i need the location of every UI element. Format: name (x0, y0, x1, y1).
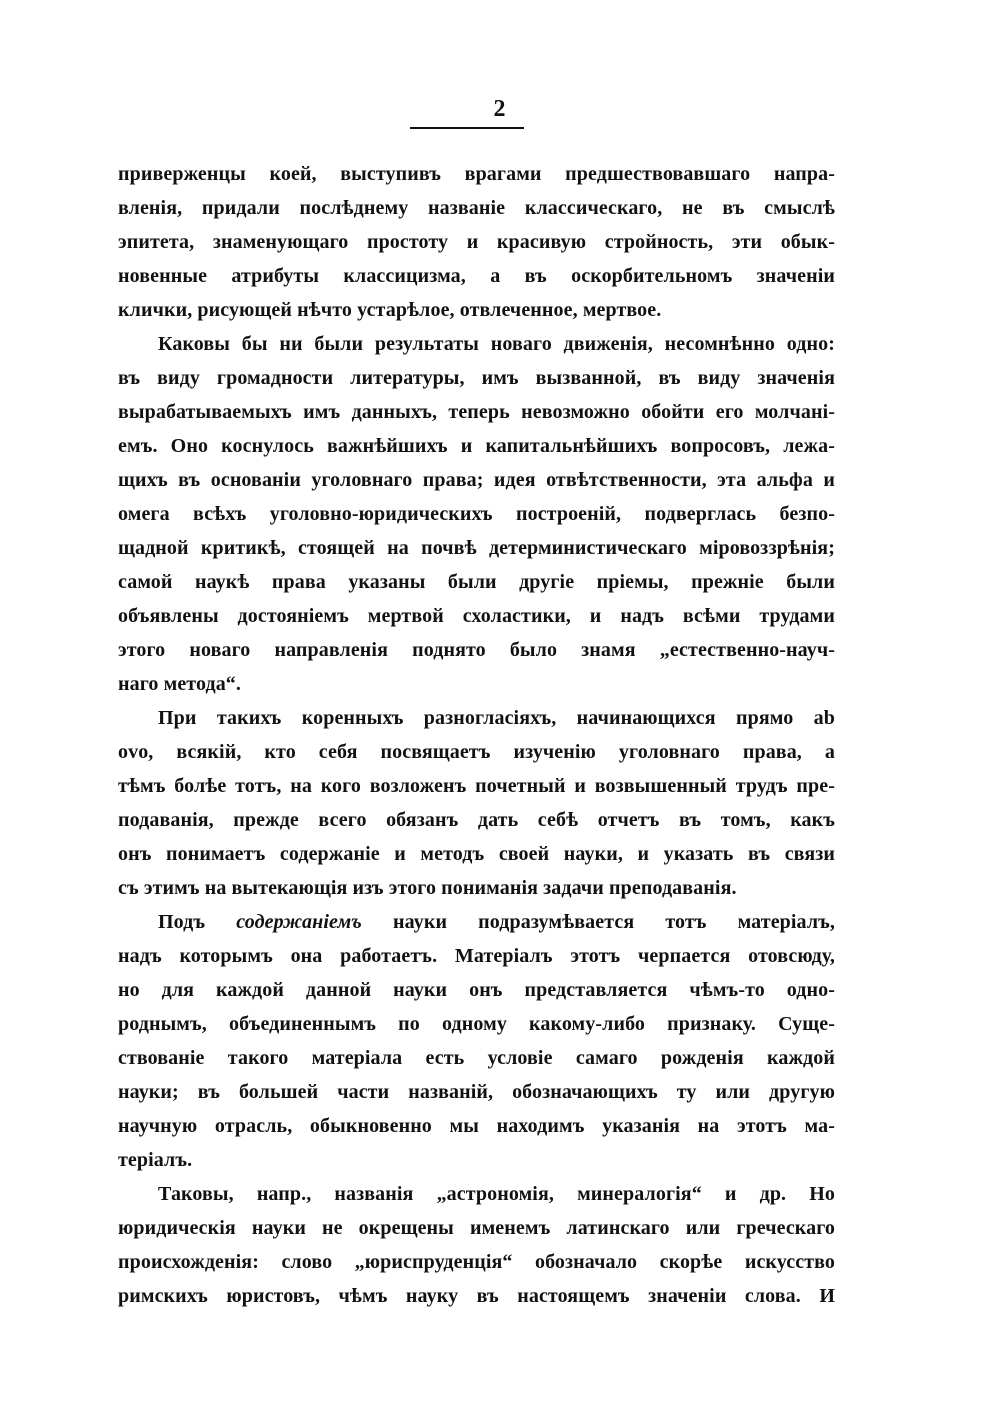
text-line: науки; въ большей части названій, обозначающихъ ту или другую (118, 1081, 835, 1103)
paragraph-4 (118, 905, 835, 1177)
paragraph-1 (118, 157, 835, 327)
paragraph-5 (118, 1177, 835, 1313)
text-line: При такихъ коренныхъ разногласіяхъ, начинающихся прямо ab (158, 707, 835, 729)
text-line: ствованіе такого матеріала есть условіе самаго рожденія каждой (118, 1047, 835, 1069)
text-line: объявлены достояніемъ мертвой схоластики, и надъ всѣми трудами (118, 605, 835, 627)
text-line: наго метода“. (118, 673, 242, 695)
text-line (118, 905, 835, 939)
text-line: омега всѣхъ уголовно-юридическихъ построеній, подверглась безпо- (118, 503, 835, 525)
text-line: подаванія, прежде всего обязанъ дать себѣ отчетъ въ томъ, какъ (118, 809, 835, 831)
text-line: съ этимъ на вытекающія изъ этого пониманія задачи преподаванія. (118, 877, 737, 899)
page-number: 2 (493, 96, 507, 122)
text-line: эпитета, знаменующаго простоту и красивую стройность, эти обык- (118, 231, 835, 253)
text-line: емъ. Оно коснулось важнѣйшихъ и капитальнѣйшихъ вопросовъ, лежа- (118, 435, 835, 457)
text-line: онъ понимаетъ содержаніе и методъ своей науки, и указать въ связи (118, 843, 835, 865)
text-line: щадной критикѣ, стоящей на почвѣ детерминистическаго міровоззрѣнія; (118, 537, 835, 559)
text-line: приверженцы коей, выступивъ врагами предшествовавшаго напра- (118, 163, 835, 185)
text-line: вырабатываемыхъ имъ данныхъ, теперь невозможно обойти его молчані- (118, 401, 835, 423)
text-line: щихъ въ основаніи уголовнаго права; идея отвѣтственности, эта альфа и (118, 469, 835, 491)
header-rule (410, 127, 524, 129)
text-line: вленія, придали послѣднему названіе классическаго, не въ смыслѣ (118, 197, 835, 219)
text-line: юридическія науки не окрещены именемъ латинскаго или греческаго (118, 1217, 835, 1239)
text-line: роднымъ, объединеннымъ по одному какому-либо признаку. Суще- (118, 1013, 835, 1035)
italic-term: содержаніемъ (236, 911, 362, 933)
paragraph-3 (118, 701, 835, 905)
text-line: новенные атрибуты классицизма, а въ оскорбительномъ значеніи (118, 265, 835, 287)
text-line: но для каждой данной науки онъ представляется чѣмъ-то одно- (118, 979, 835, 1001)
body-text (118, 157, 835, 1313)
text-line: Каковы бы ни были результаты новаго движенія, несомнѣнно одно: (158, 333, 835, 355)
text-run: науки подразумѣвается тотъ матеріалъ, (361, 911, 836, 933)
text-line: надъ которымъ она работаетъ. Матеріалъ этотъ черпается отовсюду, (118, 945, 835, 967)
text-line: тѣмъ болѣе тотъ, на кого возложенъ почетный и возвышенный трудъ пре- (118, 775, 835, 797)
text-line: теріалъ. (118, 1149, 193, 1171)
text-line: Таковы, напр., названія „астрономія, минералогія“ и др. Но (158, 1183, 835, 1205)
text-line: клички, рисующей нѣчто устарѣлое, отвлеченное, мертвое. (118, 299, 662, 321)
text-line: въ виду громадности литературы, имъ вызванной, въ виду значенія (118, 367, 835, 389)
text-line: этого новаго направленія поднято было знамя „естественно-науч- (118, 639, 835, 661)
text-line: происхожденія: слово „юриспруденція“ обозначало скорѣе искусство (118, 1251, 835, 1273)
text-line: ovo, всякій, кто себя посвящаетъ изученію уголовнаго права, а (118, 741, 835, 763)
text-line: научную отрасль, обыкновенно мы находимъ указанія на этотъ ма- (118, 1115, 835, 1137)
text-line: римскихъ юристовъ, чѣмъ науку въ настоящемъ значеніи слова. И (118, 1285, 835, 1307)
text-line: самой наукѣ права указаны были другіе пріемы, прежніе были (118, 571, 835, 593)
text-run: Подъ (158, 911, 237, 933)
paragraph-2 (118, 327, 835, 701)
